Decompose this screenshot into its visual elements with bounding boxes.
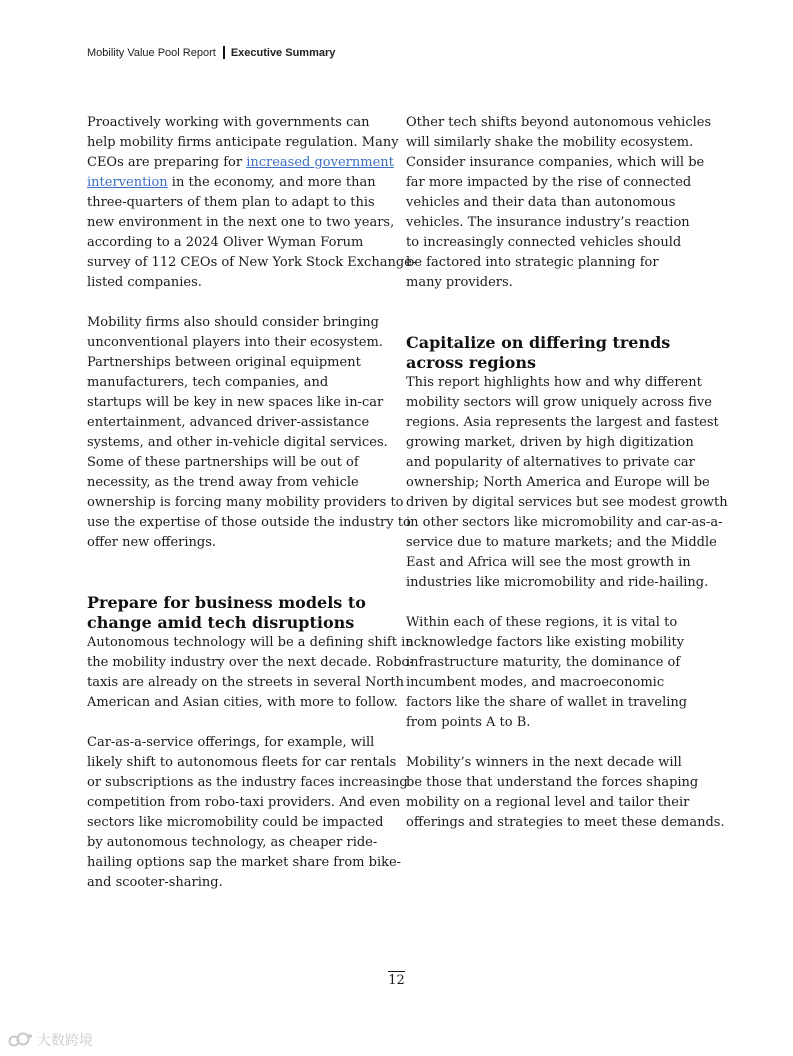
- text-line: Mobility firms also should consider bringing: [87, 315, 379, 330]
- text-line: or subscriptions as the industry faces increasing: [87, 775, 408, 790]
- text-line: the mobility industry over the next decade. Robo-: [87, 655, 414, 670]
- text-line: will similarly shake the mobility ecosystem.: [406, 135, 694, 150]
- text-line: new environment in the next one to two years,: [87, 215, 395, 230]
- heading-line: Capitalize on differing trends: [406, 333, 671, 352]
- text-line: Mobility’s winners in the next decade will: [406, 755, 682, 770]
- text-line: American and Asian cities, with more to follow.: [87, 695, 398, 710]
- text-line: Other tech shifts beyond autonomous vehicles: [406, 115, 712, 130]
- watermark-text: 大数跨境: [37, 1033, 93, 1049]
- text-line: taxis are already on the streets in several North: [87, 675, 405, 690]
- text-line: according to a 2024 Oliver Wyman Forum: [87, 235, 364, 250]
- text-line: manufacturers, tech companies, and: [87, 375, 329, 390]
- heading-line: Prepare for business models to: [87, 593, 366, 612]
- text-line: hailing options sap the market share from bike-: [87, 855, 402, 870]
- text-line: mobility on a regional level and tailor their: [406, 795, 690, 810]
- text-fragment: CEOs are preparing for: [87, 155, 247, 170]
- text-line: likely shift to autonomous fleets for car rentals: [87, 755, 397, 770]
- text-line: offer new offerings.: [87, 535, 217, 550]
- text-line: East and Africa will see the most growth in: [406, 555, 691, 570]
- text-line: and popularity of alternatives to private car: [406, 455, 695, 470]
- text-line: Partnerships between original equipment: [87, 355, 361, 370]
- government-intervention-link-cont[interactable]: intervention: [87, 175, 168, 190]
- text-line: ownership; North America and Europe will be: [406, 475, 710, 490]
- text-line: unconventional players into their ecosystem.: [87, 335, 383, 350]
- text-line: growing market, driven by high digitization: [406, 435, 694, 450]
- text-line: Car-as-a-service offerings, for example, will: [87, 735, 375, 750]
- running-header: [87, 46, 335, 59]
- text-line: to increasingly connected vehicles should: [406, 235, 682, 250]
- paragraph-car-as-a-service: [87, 733, 408, 893]
- heading-line: across regions: [406, 353, 536, 372]
- text-line: by autonomous technology, as cheaper ride-: [87, 835, 378, 850]
- report-title: Mobility Value Pool Report: [87, 46, 216, 59]
- text-line: This report highlights how and why different: [406, 375, 702, 390]
- text-line: [87, 173, 387, 193]
- text-line: Within each of these regions, it is vital to: [406, 615, 678, 630]
- text-line: survey of 112 CEOs of New York Stock Exchange-: [87, 255, 417, 270]
- text-line: mobility sectors will grow uniquely across five: [406, 395, 712, 410]
- text-line: sectors like micromobility could be impacted: [87, 815, 384, 830]
- text-line: factors like the share of wallet in traveling: [406, 695, 688, 710]
- text-line: listed companies.: [87, 275, 202, 290]
- paragraph-tech-shifts: [406, 113, 712, 293]
- section-heading-regions: [406, 333, 708, 373]
- text-line: Some of these partnerships will be out of: [87, 455, 359, 470]
- text-line: three-quarters of them plan to adapt to this: [87, 195, 375, 210]
- text-line: far more impacted by the rise of connected: [406, 175, 692, 190]
- text-line: Consider insurance companies, which will be: [406, 155, 705, 170]
- text-line: [87, 153, 394, 173]
- text-line: entertainment, advanced driver-assistance: [87, 415, 370, 430]
- watermark-logo-icon: [8, 1032, 34, 1048]
- header-divider: [223, 46, 225, 59]
- text-line: use the expertise of those outside the industry to: [87, 515, 411, 530]
- paragraph-government: [87, 113, 417, 293]
- text-line: be those that understand the forces shaping: [406, 775, 699, 790]
- text-line: help mobility firms anticipate regulation. Many: [87, 135, 399, 150]
- text-line: vehicles and their data than autonomous: [406, 195, 676, 210]
- text-line: many providers.: [406, 275, 513, 290]
- paragraph-regions: [406, 373, 728, 593]
- paragraph-autonomous: [87, 633, 414, 713]
- text-line: startups will be key in new spaces like in-car: [87, 395, 384, 410]
- text-fragment: in the economy, and more than: [167, 175, 376, 190]
- text-line: infrastructure maturity, the dominance of: [406, 655, 681, 670]
- text-line: service due to mature markets; and the Middle: [406, 535, 717, 550]
- right-column: [406, 113, 728, 833]
- text-line: regions. Asia represents the largest and fastest: [406, 415, 719, 430]
- section-heading-business-models: [87, 593, 387, 633]
- text-line: ownership is forcing many mobility providers to: [87, 495, 404, 510]
- text-line: and scooter-sharing.: [87, 875, 223, 890]
- text-line: Proactively working with governments can: [87, 115, 370, 130]
- page-number-value: 12: [388, 973, 405, 988]
- text-line: from points A to B.: [406, 715, 531, 730]
- left-column: [87, 113, 417, 893]
- text-line: offerings and strategies to meet these demands.: [406, 815, 725, 830]
- text-line: in other sectors like micromobility and car-as-a-: [406, 515, 723, 530]
- heading-line: change amid tech disruptions: [87, 613, 355, 632]
- text-line: Autonomous technology will be a defining shift in: [87, 635, 414, 650]
- watermark: [8, 1030, 93, 1050]
- text-line: acknowledge factors like existing mobility: [406, 635, 685, 650]
- text-line: incumbent modes, and macroeconomic: [406, 675, 665, 690]
- text-line: driven by digital services but see modest growth: [406, 495, 728, 510]
- text-line: necessity, as the trend away from vehicle: [87, 475, 359, 490]
- government-intervention-link[interactable]: increased government: [246, 155, 394, 170]
- text-line: competition from robo-taxi providers. And even: [87, 795, 401, 810]
- paragraph-winners: [406, 753, 725, 833]
- paragraph-partnerships: [87, 313, 411, 553]
- text-line: industries like micromobility and ride-hailing.: [406, 575, 709, 590]
- section-title: Executive Summary: [230, 46, 336, 59]
- paragraph-regional-factors: [406, 613, 708, 733]
- text-line: be factored into strategic planning for: [406, 255, 659, 270]
- page-number: [0, 973, 793, 988]
- text-line: systems, and other in-vehicle digital services.: [87, 435, 388, 450]
- text-line: vehicles. The insurance industry’s reaction: [406, 215, 690, 230]
